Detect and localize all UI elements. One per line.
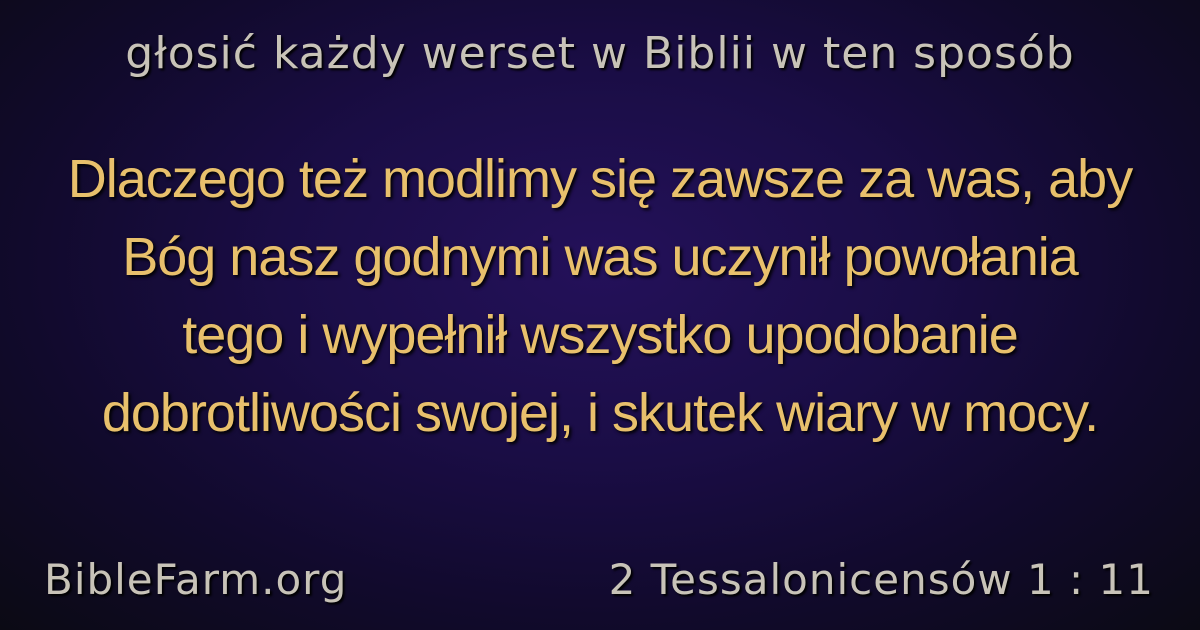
verse-text (40, 140, 1160, 452)
site-name: BibleFarm.org (44, 555, 348, 604)
verse-line: Dlaczego też modlimy się zawsze za was, aby (67, 149, 1133, 209)
verse-reference: 2 Tessalonicensów 1 : 11 (608, 555, 1154, 604)
verse-line: tego i wypełnił wszystko upodobanie (182, 305, 1018, 365)
verse-line: Bóg nasz godnymi was uczynił powołania (122, 227, 1078, 287)
tagline: głosić każdy werset w Biblii w ten sposób (125, 28, 1075, 79)
verse-line: dobrotliwości swojej, i skutek wiary w mocy. (101, 383, 1099, 443)
